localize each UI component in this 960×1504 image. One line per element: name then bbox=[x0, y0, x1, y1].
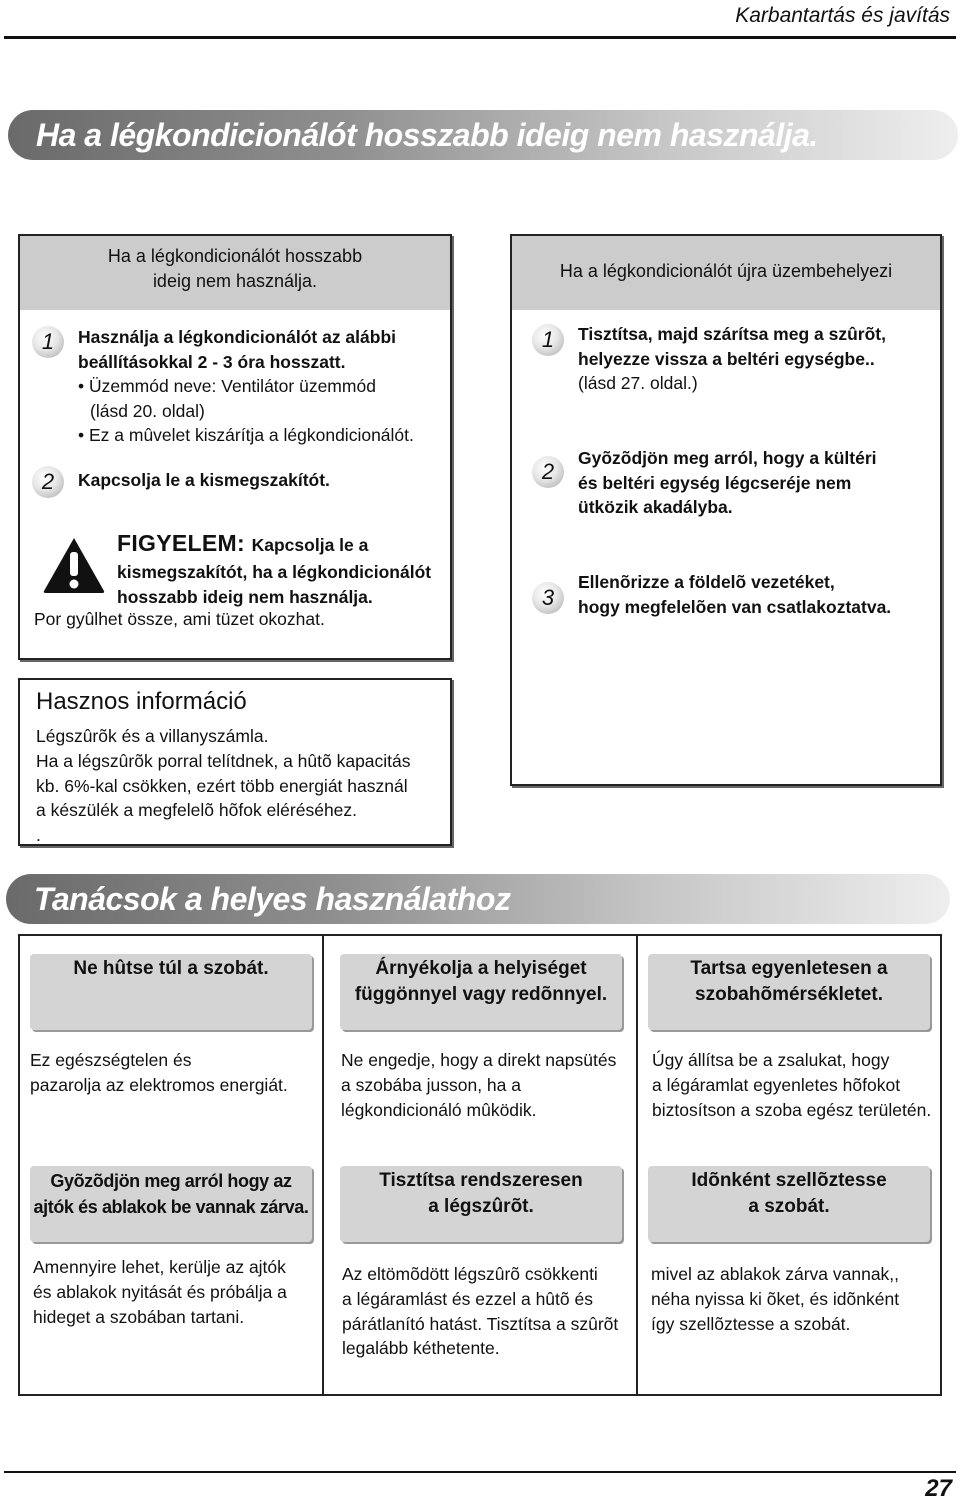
tip-heading-line: Gyõzõdjön meg arról hogy az bbox=[50, 1171, 292, 1191]
tip-line: légkondicionáló mûködik. bbox=[341, 1099, 537, 1120]
step-line: Tisztítsa, majd szárítsa meg a szûrõt, bbox=[578, 324, 886, 344]
tip-line: Ez egészségtelen és bbox=[30, 1050, 192, 1070]
column-divider bbox=[322, 934, 324, 1396]
tip-line: a légáramlást és ezzel a hûtõ és bbox=[342, 1288, 593, 1309]
tip-line: néha nyissa ki õket, és idõnként bbox=[651, 1288, 900, 1309]
box-header-line: Ha a légkondicionálót hosszabb bbox=[107, 246, 363, 266]
tip-heading-line: Ne hûtse túl a szobát. bbox=[73, 958, 269, 979]
tip-text bbox=[342, 1262, 618, 1361]
tip-line: pazarolja az elektromos energiát. bbox=[30, 1074, 288, 1095]
tip-line: hideget a szobában tartani. bbox=[33, 1306, 245, 1327]
tip-line: és ablakok nyitását és próbálja a bbox=[33, 1281, 287, 1302]
step-line: (lásd 27. oldal.) bbox=[578, 373, 698, 393]
info-line: Ha a légszûrõk porral telítdnek, a hûtõ kapacitás bbox=[36, 750, 411, 771]
banner-long-term-nonuse: Ha a légkondicionálót hosszabb ideig nem használja. bbox=[8, 110, 958, 160]
step-1-text bbox=[78, 325, 396, 374]
step-line: és beltéri egység légcseréje nem bbox=[578, 472, 852, 493]
box-header-line: ideig nem használja. bbox=[152, 271, 318, 291]
tip-heading-line: a légszûrõt. bbox=[428, 1196, 534, 1217]
banner-tips: Tanácsok a helyes használathoz bbox=[6, 874, 950, 924]
tip-line: Ne engedje, hogy a direkt napsütés bbox=[341, 1050, 617, 1070]
step-number: 2 bbox=[32, 466, 64, 498]
tip-line: biztosítson a szoba egész területén. bbox=[652, 1099, 932, 1120]
info-box bbox=[18, 678, 452, 846]
warning-line: hosszabb ideig nem használja. bbox=[117, 587, 373, 607]
warning-line: kismegszakítót, ha a légkondicionálót bbox=[117, 562, 432, 582]
tip-line: így szellõztesse a szobát. bbox=[651, 1313, 851, 1334]
page-number: 27 bbox=[925, 1475, 952, 1502]
tip-text bbox=[341, 1048, 616, 1122]
info-line: Légszûrõk és a villanyszámla. bbox=[36, 726, 269, 746]
tip-heading-line: Idõnként szellõztesse bbox=[691, 1170, 887, 1191]
tip-heading-line: függönnyel vagy redõnnyel. bbox=[354, 984, 608, 1005]
warning-icon bbox=[42, 536, 106, 594]
tip-heading-line: Tartsa egyenletesen a bbox=[690, 958, 888, 979]
tip-text bbox=[651, 1262, 899, 1336]
step-line: Ellenõrizze a földelõ vezetéket, bbox=[578, 572, 835, 592]
step-number: 3 bbox=[532, 582, 564, 614]
info-line: kb. 6%-kal csökken, ezért több energiát használ bbox=[36, 775, 408, 796]
info-title: Hasznos információ bbox=[36, 688, 247, 715]
tip-line: párátlanító hatást. Tisztítsa a szûrõt bbox=[342, 1313, 619, 1334]
tip-heading bbox=[30, 1166, 312, 1242]
step-line: hogy megfelelõen van csatlakoztatva. bbox=[578, 596, 892, 617]
tip-line: Amennyire lehet, kerülje az ajtók bbox=[33, 1257, 286, 1277]
restart-step-3 bbox=[578, 570, 891, 619]
tip-heading bbox=[340, 1166, 622, 1242]
tip-line: a szobába jusson, ha a bbox=[341, 1074, 521, 1095]
step-line: Használja a légkondicionálót az alábbi bbox=[78, 327, 396, 347]
step-line: Gyõzõdjön meg arról, hogy a kültéri bbox=[578, 448, 877, 468]
info-line: . bbox=[36, 825, 41, 846]
step-line: helyezze vissza a beltéri egységbe.. bbox=[578, 348, 875, 369]
tip-text bbox=[30, 1048, 288, 1098]
step-line: • Üzemmód neve: Ventilátor üzemmód bbox=[78, 376, 376, 396]
tip-heading-line: ajtók és ablakok be vannak zárva. bbox=[33, 1197, 309, 1217]
tip-text bbox=[652, 1048, 931, 1122]
restart-step-2 bbox=[578, 446, 877, 520]
warning-note: Por gyûlhet össze, ami tüzet okozhat. bbox=[34, 609, 325, 629]
tip-line: Úgy állítsa be a zsalukat, hogy bbox=[652, 1050, 890, 1070]
step-line: • Ez a mûvelet kiszárítja a légkondicionálót. bbox=[78, 425, 414, 445]
step-line: (lásd 20. oldal) bbox=[90, 400, 205, 421]
bottom-divider bbox=[4, 1471, 956, 1473]
tip-line: mivel az ablakok zárva vannak,, bbox=[651, 1264, 900, 1284]
tip-heading bbox=[30, 954, 312, 1030]
tip-heading bbox=[340, 954, 622, 1030]
step-number: 1 bbox=[32, 326, 64, 358]
tip-heading-line: Tisztítsa rendszeresen bbox=[379, 1170, 583, 1191]
box-header bbox=[20, 236, 450, 310]
tip-text bbox=[33, 1255, 287, 1329]
step-1-details bbox=[78, 374, 414, 448]
tip-heading bbox=[648, 1166, 930, 1242]
info-line: a készülék a megfelelõ hõfok eléréséhez. bbox=[36, 800, 358, 821]
section-label: Karbantartás és javítás bbox=[735, 4, 950, 27]
warning-label: FIGYELEM: bbox=[117, 530, 245, 556]
restart-step-1 bbox=[578, 322, 886, 396]
tip-line: a légáramlat egyenletes hõfokot bbox=[652, 1074, 901, 1095]
warning-text bbox=[117, 560, 431, 610]
top-divider bbox=[4, 36, 956, 39]
tip-heading bbox=[648, 954, 930, 1030]
box-header: Ha a légkondicionálót újra üzembehelyezi bbox=[512, 236, 940, 310]
step-number: 2 bbox=[532, 456, 564, 488]
tip-heading-line: Árnyékolja a helyiséget bbox=[375, 958, 587, 979]
step-2-text: Kapcsolja le a kismegszakítót. bbox=[78, 470, 330, 490]
tip-heading-line: a szobát. bbox=[748, 1196, 830, 1217]
warning-rest: Kapcsolja le a bbox=[251, 535, 369, 555]
column-divider bbox=[636, 934, 638, 1396]
info-text bbox=[36, 724, 411, 848]
step-line: beállításokkal 2 - 3 óra hosszatt. bbox=[78, 351, 346, 372]
step-number: 1 bbox=[532, 324, 564, 356]
tip-line: legalább kéthetente. bbox=[342, 1338, 500, 1359]
tip-line: Az eltömõdött légszûrõ csökkenti bbox=[342, 1264, 598, 1284]
warning-title bbox=[117, 530, 368, 557]
step-line: ütközik akadályba. bbox=[578, 497, 733, 517]
tip-heading-line: szobahõmérsékletet. bbox=[695, 984, 883, 1005]
